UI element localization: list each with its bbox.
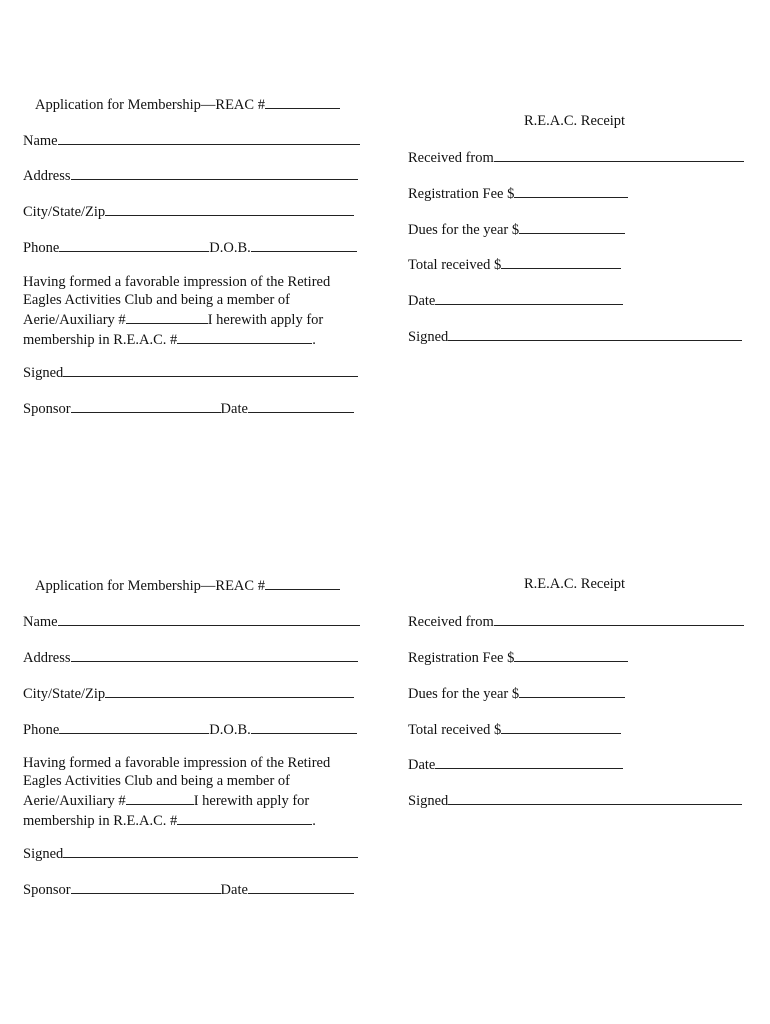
aerie-number-field[interactable] [126, 309, 208, 324]
aerie-number-field[interactable] [126, 790, 194, 805]
reac-number-field[interactable] [265, 575, 340, 590]
dob-field[interactable] [251, 237, 357, 252]
phone-dob-row: Phone D.O.B. [23, 237, 357, 257]
receipt-title: R.E.A.C. Receipt [524, 113, 626, 129]
total-received-row: Total received $ [408, 254, 621, 274]
phone-field[interactable] [59, 237, 209, 252]
application-title: Application for Membership—REAC # [35, 94, 340, 114]
registration-fee-row: Registration Fee $ [408, 647, 628, 667]
city-state-zip-field[interactable] [105, 683, 354, 698]
receipt-signed-row: Signed [408, 326, 742, 346]
received-from-field[interactable] [494, 611, 744, 626]
sponsor-date-row: Sponsor Date [23, 398, 354, 418]
receipt-date-field[interactable] [435, 754, 623, 769]
receipt-date-row: Date [408, 290, 623, 310]
city-state-zip-row: City/State/Zip [23, 683, 354, 703]
sponsor-field[interactable] [71, 398, 221, 413]
signed-row: Signed [23, 843, 358, 863]
city-state-zip-field[interactable] [105, 201, 354, 216]
sponsor-date-field[interactable] [248, 879, 354, 894]
dues-field[interactable] [519, 219, 625, 234]
dob-field[interactable] [251, 719, 357, 734]
city-state-zip-row: City/State/Zip [23, 201, 354, 221]
dues-field[interactable] [519, 683, 625, 698]
phone-field[interactable] [59, 719, 209, 734]
receipt-title: R.E.A.C. Receipt [524, 576, 626, 592]
sponsor-date-row: Sponsor Date [23, 879, 354, 899]
applicant-signature-field[interactable] [63, 843, 358, 858]
sponsor-date-field[interactable] [248, 398, 354, 413]
registration-fee-field[interactable] [514, 647, 628, 662]
address-field[interactable] [71, 165, 358, 180]
membership-statement: Having formed a favorable impression of the Retired Eagles Activities Club and being a member of Aerie/Auxiliary # I herewith apply for membership in R.E.A.C. # . [23, 755, 331, 829]
total-received-row: Total received $ [408, 719, 621, 739]
receipt-date-field[interactable] [435, 290, 623, 305]
name-field[interactable] [58, 130, 360, 145]
address-field[interactable] [71, 647, 358, 662]
receipt-signed-row: Signed [408, 790, 742, 810]
registration-fee-field[interactable] [514, 183, 628, 198]
dues-row: Dues for the year $ [408, 219, 625, 239]
receipt-signature-field[interactable] [448, 326, 742, 341]
address-row: Address [23, 165, 358, 185]
dues-row: Dues for the year $ [408, 683, 625, 703]
receipt-signature-field[interactable] [448, 790, 742, 805]
reac-membership-number-field[interactable] [177, 810, 312, 825]
phone-dob-row: Phone D.O.B. [23, 719, 357, 739]
received-from-row: Received from [408, 147, 744, 167]
name-row: Name [23, 130, 360, 150]
applicant-signature-field[interactable] [63, 362, 358, 377]
reac-membership-number-field[interactable] [177, 329, 312, 344]
total-received-field[interactable] [501, 719, 621, 734]
membership-statement: Having formed a favorable impression of the Retired Eagles Activities Club and being a member of Aerie/Auxiliary # I herewith apply for membership in R.E.A.C. # . [23, 274, 331, 348]
name-field[interactable] [58, 611, 360, 626]
received-from-row: Received from [408, 611, 744, 631]
application-title: Application for Membership—REAC # [35, 575, 340, 595]
receipt-date-row: Date [408, 754, 623, 774]
registration-fee-row: Registration Fee $ [408, 183, 628, 203]
address-row: Address [23, 647, 358, 667]
signed-row: Signed [23, 362, 358, 382]
sponsor-field[interactable] [71, 879, 221, 894]
name-row: Name [23, 611, 360, 631]
received-from-field[interactable] [494, 147, 744, 162]
total-received-field[interactable] [501, 254, 621, 269]
reac-number-field[interactable] [265, 94, 340, 109]
